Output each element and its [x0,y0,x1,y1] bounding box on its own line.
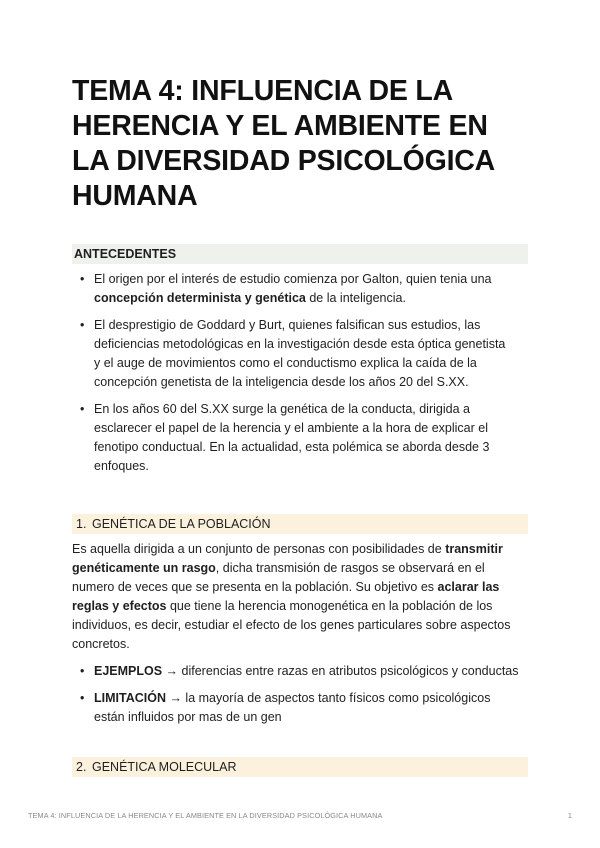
bold-text: EJEMPLOS [94,664,163,678]
page-number: 1 [567,811,572,820]
text: → diferencias entre razas en atributos psicológicos y conductas [162,664,519,678]
page-footer [28,811,572,820]
bullet-icon: • [80,272,85,286]
text-line: individuos, es decir, estudiar el efecto de los genes particulares sobre aspectos [72,618,511,632]
section1-paragraph [72,540,528,654]
text-line: concretos. [72,637,130,651]
title-line: LA DIVERSIDAD PSICOLÓGICA [72,145,496,177]
text: Es aquella dirigida a un conjunto de personas con posibilidades de [72,542,446,556]
section-title: GENÉTICA MOLECULAR [92,760,237,774]
list-item [72,270,528,308]
bullet-icon: • [80,691,85,705]
text-line [72,597,528,616]
text: → la mayoría de aspectos tanto físicos como psicológicos [165,691,491,705]
text: que tiene la herencia monogenética en la población de los [166,599,493,613]
bullet-icon: • [80,664,85,678]
list-item [72,400,528,476]
section-heading-antecedentes: ANTECEDENTES [72,244,528,264]
section-heading-genetica-poblacion [72,514,528,534]
title-line: TEMA 4: INFLUENCIA DE LA [72,75,453,107]
list-item [72,662,528,681]
list-item [72,316,528,392]
footer-text: TEMA 4: INFLUENCIA DE LA HERENCIA Y EL AMBIENTE EN LA DIVERSIDAD PSICOLÓGICA HUMANA [28,811,383,820]
text-line [94,689,528,708]
title-line: HUMANA [72,180,198,212]
title-line: HERENCIA Y EL AMBIENTE EN [72,110,488,142]
text-line: En los años 60 del S.XX surge la genética de la conducta, dirigida a [94,402,470,416]
bullet-icon: • [80,318,85,332]
text-line: están influidos por mas de un gen [94,710,282,724]
list-item [72,689,528,727]
text: numero de veces que se presenta en la población. Su objetivo es [72,580,438,594]
section-title: GENÉTICA DE LA POBLACIÓN [92,517,271,531]
document-page [72,74,528,777]
text-line: El desprestigio de Goddard y Burt, quienes falsifican sus estudios, las [94,318,481,332]
text-line [94,289,528,308]
text-line: fenotipo conductual. En la actualidad, esta polémica se aborda desde 3 [94,440,490,454]
bold-text: concepción determinista y genética [94,291,306,305]
text: , dicha transmisión de rasgos se observará en el [215,561,485,575]
antecedentes-list [72,270,528,476]
section-number: 2. [76,760,87,774]
section1-list [72,662,528,727]
text-line [72,559,528,578]
text: de la inteligencia. [305,291,406,305]
section-number: 1. [76,517,87,531]
text-line: esclarecer el papel de la herencia y el ambiente a la hora de explicar el [94,421,488,435]
text-line [72,578,528,597]
text-line: deficiencias metodológicas en la investigación desde esta óptica genetista [94,337,506,351]
bullet-icon: • [80,402,85,416]
text-line [72,540,528,559]
bold-text: aclarar las [437,580,500,594]
bold-text: reglas y efectos [72,599,167,613]
text-line: y el auge de movimientos como el conductismo explica la caída de la [94,356,477,370]
text-line: enfoques. [94,459,149,473]
bold-text: LIMITACIÓN [94,691,166,705]
text-line: concepción genetista de la inteligencia desde los años 20 del S.XX. [94,375,469,389]
page-title [72,74,528,214]
text-line [94,662,528,681]
text-line: El origen por el interés de estudio comienza por Galton, quien tenia una [94,272,492,286]
section-heading-genetica-molecular [72,757,528,777]
bold-text: transmitir [445,542,503,556]
bold-text: genéticamente un rasgo [72,561,216,575]
